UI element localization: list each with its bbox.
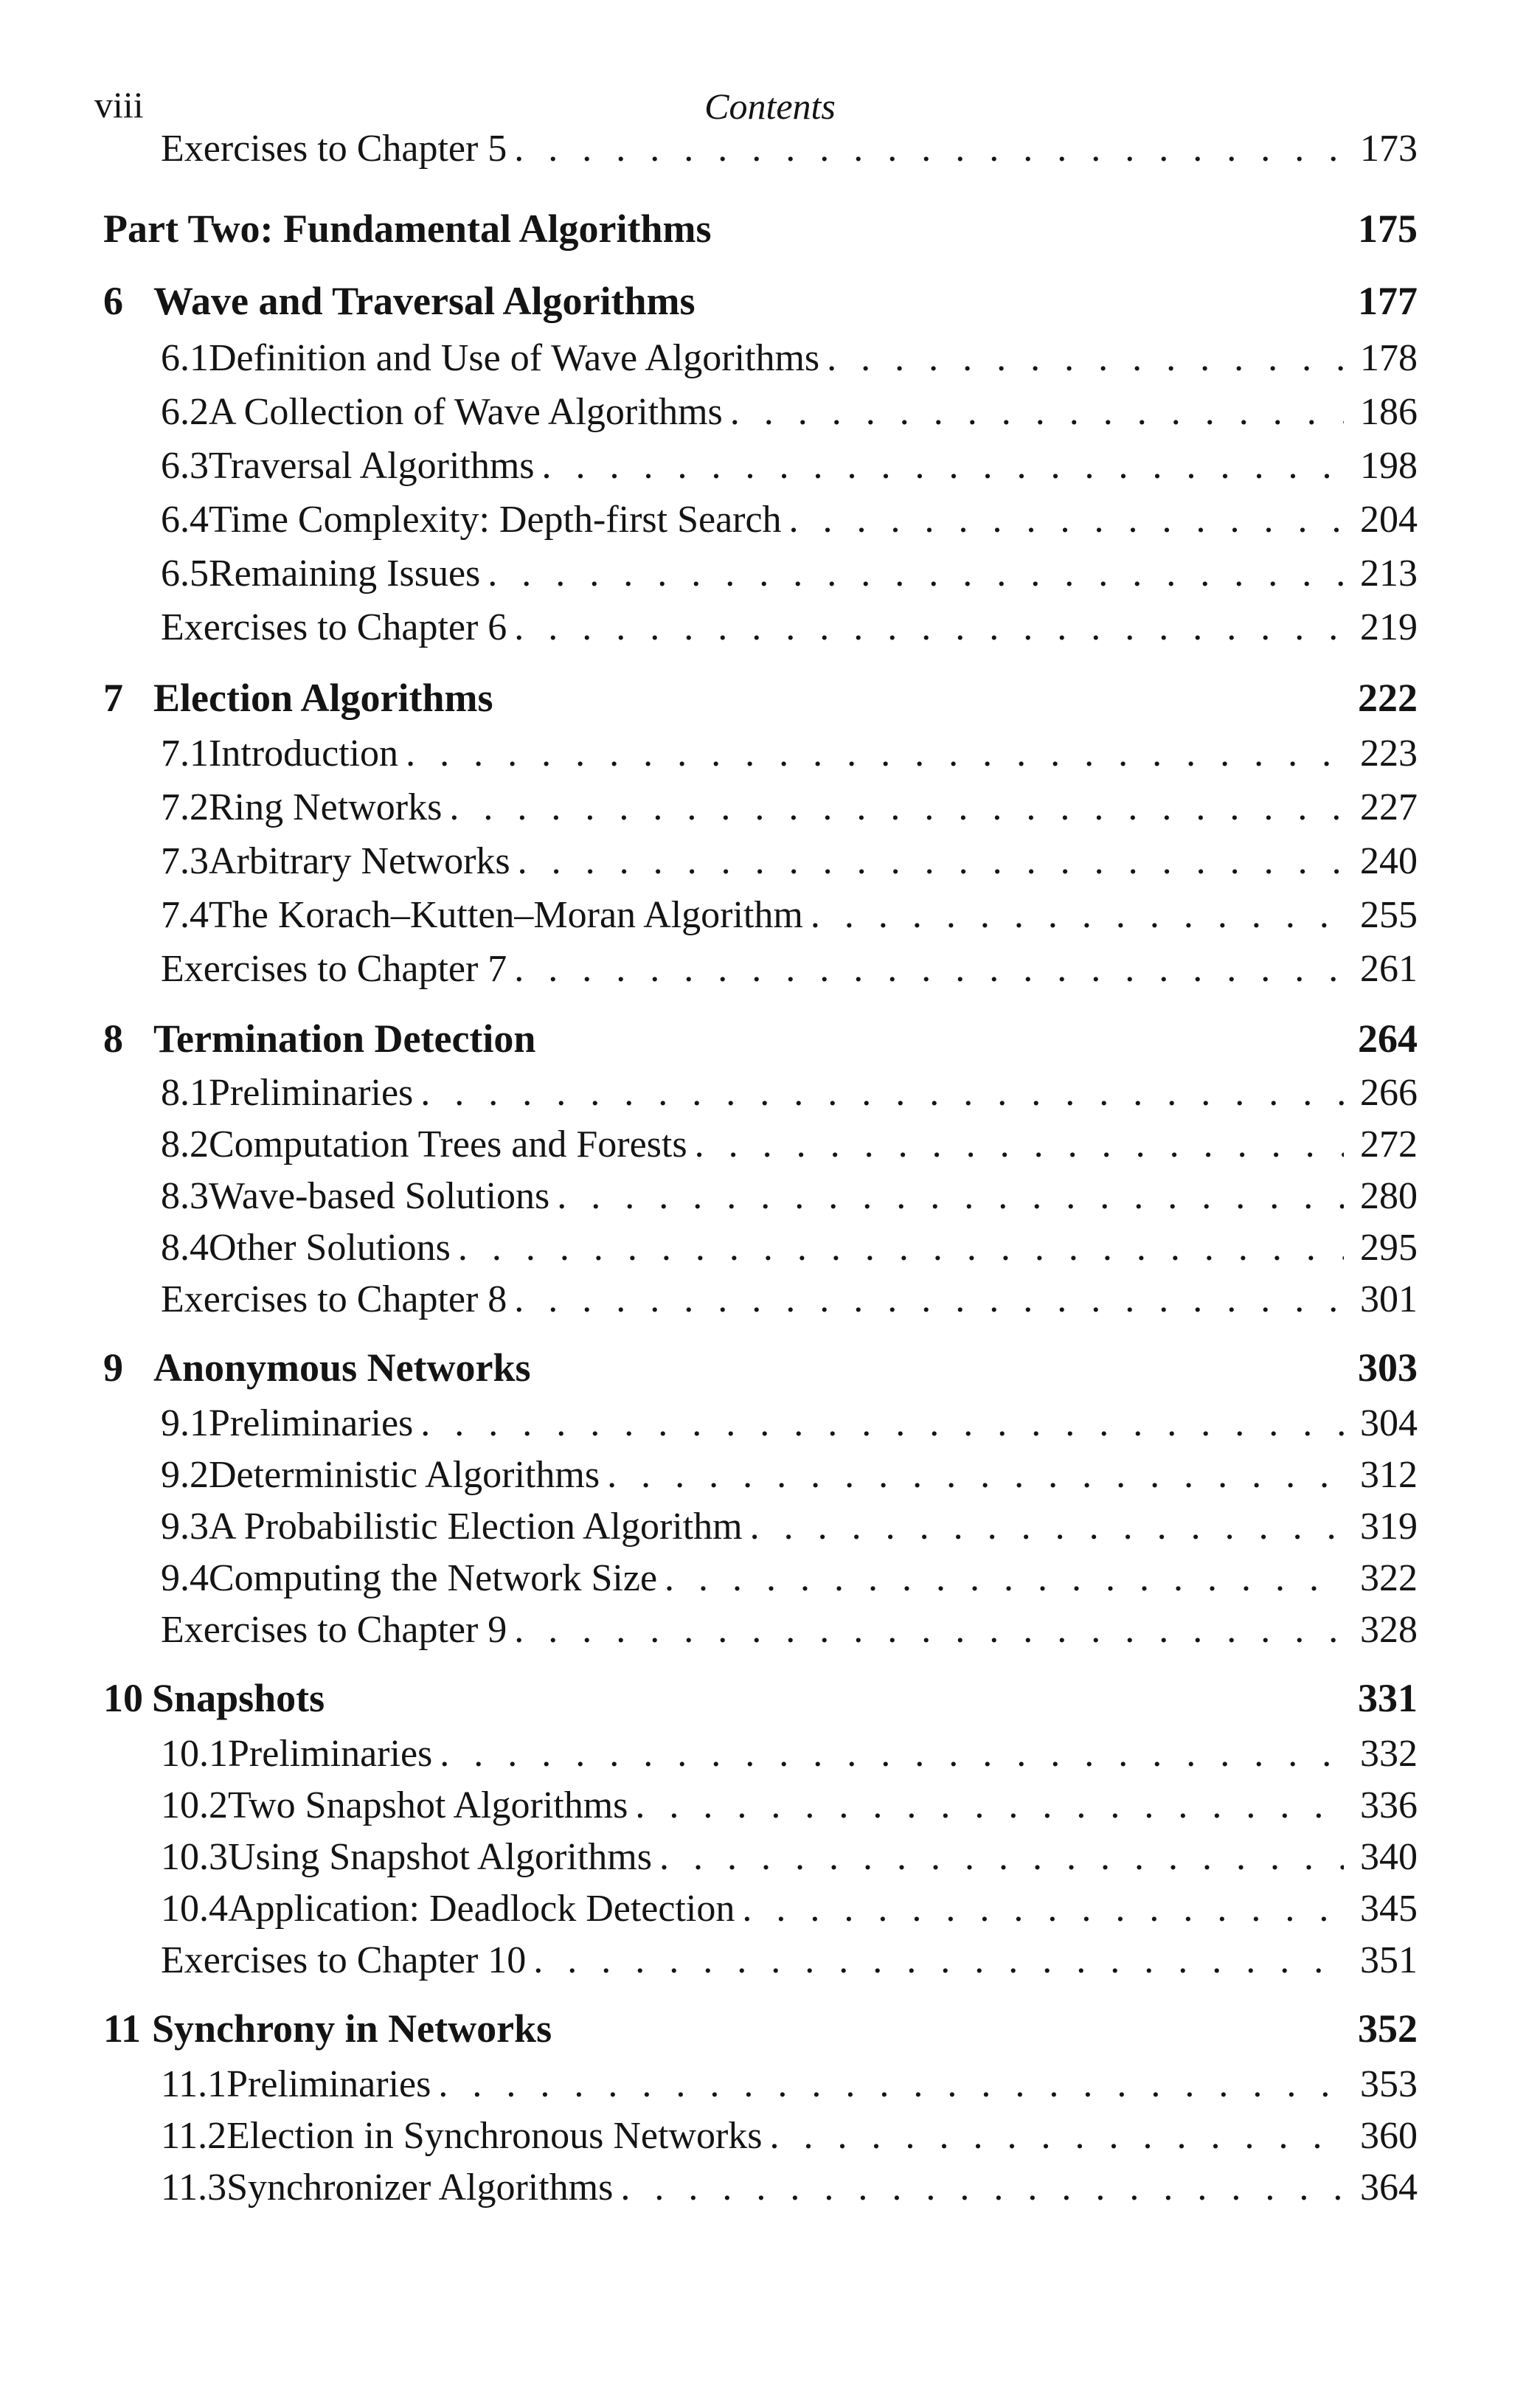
entry-title: Synchronizer Algorithms — [226, 2166, 614, 2209]
chapter-number: 6 — [103, 279, 123, 323]
entry-title: Remaining Issues — [209, 553, 481, 595]
entry-title: A Collection of Wave Algorithms — [209, 391, 723, 433]
entry-page-number: 345 — [1360, 1888, 1418, 1930]
entry-title: Preliminaries — [209, 1402, 414, 1444]
entry-title: A Probabilistic Election Algorithm — [209, 1506, 743, 1548]
section-number: 11.1 — [161, 2063, 227, 2105]
toc-section-entry — [161, 1121, 1418, 1168]
entry-title: Application: Deadlock Detection — [228, 1888, 735, 1930]
dot-leader — [557, 1173, 1344, 1220]
entry-title: Time Complexity: Depth-first Search — [209, 499, 782, 541]
dot-leader — [533, 1937, 1344, 1984]
toc-section-entry — [161, 1452, 1418, 1499]
toc-chapter-entry — [103, 674, 1418, 721]
dot-leader — [514, 604, 1344, 651]
section-number: 9.4 — [161, 1557, 209, 1599]
dot-leader — [620, 2164, 1344, 2211]
entry-title: Termination Detection — [153, 1016, 536, 1061]
entry-title: Two Snapshot Algorithms — [228, 1784, 628, 1826]
toc-section-entry — [161, 838, 1418, 885]
entry-title: Synchrony in Networks — [152, 2006, 552, 2051]
entry-title: Election in Synchronous Networks — [226, 2115, 763, 2157]
entry-title: Traversal Algorithms — [209, 445, 535, 487]
entry-page-number: 222 — [1358, 676, 1418, 720]
toc-section-entry — [161, 2113, 1418, 2160]
dot-leader — [659, 1834, 1344, 1881]
dot-leader — [458, 1225, 1344, 1272]
entry-title: Arbitrary Networks — [209, 840, 510, 882]
entry-page-number: 364 — [1360, 2166, 1418, 2209]
section-number: 6.3 — [161, 445, 209, 487]
dot-leader — [665, 1555, 1344, 1602]
page-number: viii — [94, 84, 144, 125]
toc-section-entry — [161, 1400, 1418, 1447]
dot-leader — [406, 730, 1344, 777]
entry-page-number: 255 — [1360, 894, 1418, 936]
chapter-number: 11 — [103, 2006, 142, 2051]
entry-title: Preliminaries — [209, 1072, 414, 1114]
entry-page-number: 304 — [1360, 1402, 1418, 1444]
entry-page-number: 280 — [1360, 1175, 1418, 1217]
dot-leader — [742, 1885, 1344, 1933]
section-number: 9.3 — [161, 1506, 209, 1548]
entry-page-number: 301 — [1360, 1278, 1418, 1320]
dot-leader — [542, 443, 1344, 490]
entry-page-number: 303 — [1358, 1345, 1418, 1390]
toc-section-entry — [161, 1782, 1418, 1829]
entry-title: Exercises to Chapter 6 — [161, 606, 507, 648]
entry-title: Exercises to Chapter 10 — [161, 1939, 527, 1981]
dot-leader — [514, 125, 1344, 173]
entry-title: Preliminaries — [226, 2063, 431, 2105]
toc-part-entry — [103, 205, 1418, 252]
toc-section-entry — [161, 1070, 1418, 1117]
toc-chapter-entry — [103, 2005, 1418, 2052]
entry-page-number: 272 — [1360, 1123, 1418, 1165]
toc-exercises-entry — [161, 1937, 1418, 1984]
toc-section-entry — [161, 1225, 1418, 1272]
chapter-number: 8 — [103, 1016, 123, 1061]
entry-title: Computing the Network Size — [209, 1557, 658, 1599]
entry-page-number: 219 — [1360, 606, 1418, 648]
entry-title: Introduction — [209, 732, 399, 775]
entry-page-number: 295 — [1360, 1227, 1418, 1269]
section-number: 9.1 — [161, 1402, 209, 1444]
dot-leader — [449, 784, 1344, 831]
entry-page-number: 352 — [1358, 2006, 1418, 2051]
section-number: 7.3 — [161, 840, 209, 882]
entry-title: Ring Networks — [209, 786, 443, 828]
toc-section-entry — [161, 1173, 1418, 1220]
section-number: 10.4 — [161, 1888, 228, 1930]
entry-page-number: 264 — [1358, 1016, 1418, 1061]
section-number: 7.1 — [161, 732, 209, 775]
dot-leader — [827, 335, 1344, 382]
toc-section-entry — [161, 550, 1418, 598]
toc-section-entry — [161, 1885, 1418, 1933]
entry-title: Deterministic Algorithms — [209, 1454, 600, 1496]
section-number: 6.1 — [161, 337, 209, 379]
entry-title: Exercises to Chapter 9 — [161, 1609, 507, 1651]
entry-title: Exercises to Chapter 5 — [161, 128, 507, 170]
entry-title: Other Solutions — [209, 1227, 451, 1269]
dot-leader — [789, 496, 1344, 544]
entry-page-number: 332 — [1360, 1733, 1418, 1775]
toc-section-entry — [161, 2061, 1418, 2108]
toc-section-entry — [161, 1731, 1418, 1778]
dot-leader — [770, 2113, 1344, 2160]
toc-section-entry — [161, 1503, 1418, 1551]
entry-title: Computation Trees and Forests — [209, 1123, 687, 1165]
toc-exercises-entry — [161, 1276, 1418, 1323]
section-number: 8.2 — [161, 1123, 209, 1165]
dot-leader — [438, 2061, 1344, 2108]
entry-page-number: 336 — [1360, 1784, 1418, 1826]
entry-page-number: 319 — [1360, 1506, 1418, 1548]
entry-title: Election Algorithms — [153, 676, 493, 720]
dot-leader — [514, 1607, 1344, 1654]
dot-leader — [750, 1503, 1344, 1551]
dot-leader — [635, 1782, 1344, 1829]
section-number: 7.2 — [161, 786, 209, 828]
entry-page-number: 312 — [1360, 1454, 1418, 1496]
toc-section-entry — [161, 335, 1418, 382]
entry-page-number: 331 — [1358, 1676, 1418, 1720]
chapter-number: 9 — [103, 1345, 123, 1390]
entry-page-number: 340 — [1360, 1836, 1418, 1878]
toc-chapter-entry — [103, 277, 1418, 325]
section-number: 10.3 — [161, 1836, 228, 1878]
entry-title: Snapshots — [152, 1676, 325, 1720]
entry-page-number: 213 — [1360, 553, 1418, 595]
entry-page-number: 360 — [1360, 2115, 1418, 2157]
section-number: 10.2 — [161, 1784, 228, 1826]
entry-page-number: 223 — [1360, 732, 1418, 775]
toc-section-entry — [161, 892, 1418, 939]
dot-leader — [518, 838, 1344, 885]
section-number: 6.2 — [161, 391, 209, 433]
section-number: 8.4 — [161, 1227, 209, 1269]
chapter-number: 10 — [103, 1676, 143, 1720]
toc-chapter-entry — [103, 1674, 1418, 1722]
toc-exercises-entry — [161, 604, 1418, 651]
dot-leader — [440, 1731, 1344, 1778]
toc-exercises-entry — [161, 1607, 1418, 1654]
entry-page-number: 186 — [1360, 391, 1418, 433]
section-number: 6.5 — [161, 553, 209, 595]
entry-page-number: 240 — [1360, 840, 1418, 882]
entry-page-number: 227 — [1360, 786, 1418, 828]
entry-page-number: 322 — [1360, 1557, 1418, 1599]
dot-leader — [420, 1400, 1344, 1447]
toc-section-entry — [161, 730, 1418, 777]
dot-leader — [695, 1121, 1344, 1168]
entry-page-number: 177 — [1358, 279, 1418, 323]
toc-section-entry — [161, 443, 1418, 490]
entry-title: Preliminaries — [228, 1733, 433, 1775]
dot-leader — [420, 1070, 1344, 1117]
toc-chapter-entry — [103, 1344, 1418, 1391]
entry-title: Wave and Traversal Algorithms — [153, 279, 696, 323]
section-number: 10.1 — [161, 1733, 228, 1775]
entry-page-number: 266 — [1360, 1072, 1418, 1114]
section-number: 9.2 — [161, 1454, 209, 1496]
entry-title: Exercises to Chapter 8 — [161, 1278, 507, 1320]
section-number: 6.4 — [161, 499, 209, 541]
entry-title: Using Snapshot Algorithms — [228, 1836, 652, 1878]
toc-exercises-entry — [161, 125, 1418, 173]
entry-title: Part Two: Fundamental Algorithms — [103, 207, 712, 251]
chapter-number: 7 — [103, 676, 123, 720]
entry-page-number: 328 — [1360, 1609, 1418, 1651]
toc-section-entry — [161, 1834, 1418, 1881]
toc-section-entry — [161, 496, 1418, 544]
entry-title: Definition and Use of Wave Algorithms — [209, 337, 820, 379]
entry-page-number: 351 — [1360, 1939, 1418, 1981]
section-number: 7.4 — [161, 894, 209, 936]
entry-title: The Korach–Kutten–Moran Algorithm — [209, 894, 803, 936]
entry-page-number: 261 — [1360, 948, 1418, 990]
toc-section-entry — [161, 784, 1418, 831]
section-number: 11.3 — [161, 2166, 227, 2209]
entry-page-number: 178 — [1360, 337, 1418, 379]
entry-page-number: 353 — [1360, 2063, 1418, 2105]
dot-leader — [811, 892, 1344, 939]
dot-leader — [607, 1452, 1344, 1499]
toc-section-entry — [161, 2164, 1418, 2211]
dot-leader — [488, 550, 1344, 598]
entry-title: Anonymous Networks — [153, 1345, 531, 1390]
entry-page-number: 173 — [1360, 128, 1418, 170]
section-number: 11.2 — [161, 2115, 227, 2157]
toc-chapter-entry — [103, 1015, 1418, 1062]
section-number: 8.3 — [161, 1175, 209, 1217]
toc-exercises-entry — [161, 946, 1418, 993]
entry-title: Exercises to Chapter 7 — [161, 948, 507, 990]
running-title: Contents — [704, 86, 836, 127]
dot-leader — [730, 389, 1344, 436]
toc-section-entry — [161, 389, 1418, 436]
entry-title: Wave-based Solutions — [209, 1175, 550, 1217]
toc-section-entry — [161, 1555, 1418, 1602]
dot-leader — [514, 946, 1344, 993]
entry-page-number: 204 — [1360, 499, 1418, 541]
entry-page-number: 198 — [1360, 445, 1418, 487]
entry-page-number: 175 — [1358, 207, 1418, 251]
dot-leader — [514, 1276, 1344, 1323]
section-number: 8.1 — [161, 1072, 209, 1114]
